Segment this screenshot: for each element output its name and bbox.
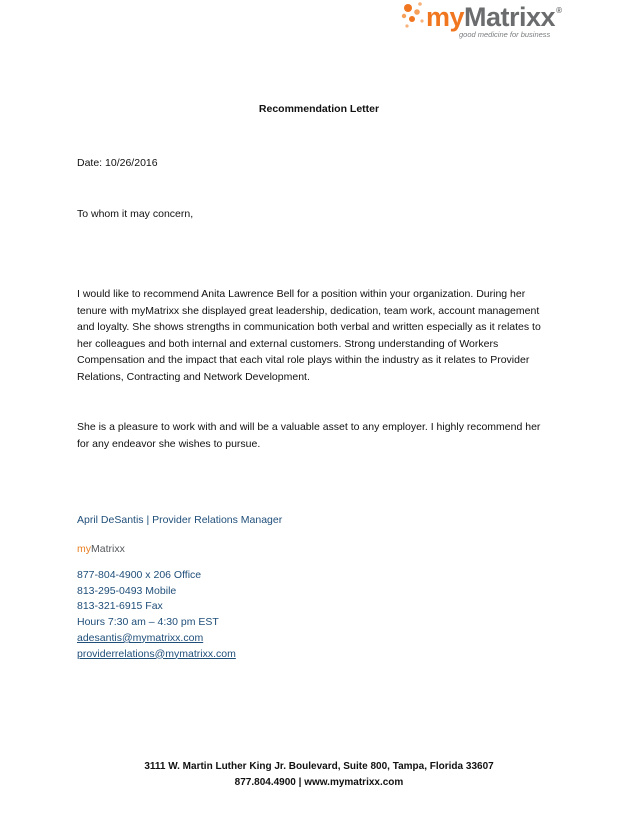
fax-number: 813-321-6915 Fax bbox=[77, 600, 163, 613]
salutation: To whom it may concern, bbox=[77, 208, 194, 220]
office-phone: 877-804-4900 x 206 Office bbox=[77, 569, 202, 581]
footer-contact: 877.804.4900 | www.mymatrixx.com bbox=[234, 776, 404, 788]
signature-company-matrixx: Matrixx bbox=[91, 543, 125, 555]
paragraph-line: her colleagues and both internal and external customers. Strong understanding of Workers bbox=[77, 337, 499, 350]
footer-address: 3111 W. Martin Luther King Jr. Boulevard, Suite 800, Tampa, Florida 33607 bbox=[144, 761, 494, 772]
letter-title: Recommendation Letter bbox=[258, 103, 380, 115]
letter-date bbox=[77, 157, 158, 169]
logo-wordmark bbox=[426, 2, 561, 33]
office-hours: Hours 7:30 am – 4:30 pm EST bbox=[77, 616, 219, 629]
paragraph-closing bbox=[77, 419, 561, 452]
logo-matrixx: Matrixx bbox=[464, 2, 556, 32]
logo-tagline: good medicine for business bbox=[459, 30, 551, 39]
date-label: Date: bbox=[77, 157, 103, 169]
mobile-phone: 813-295-0493 Mobile bbox=[77, 584, 177, 597]
mymatrixx-logo bbox=[398, 0, 578, 52]
signature-company bbox=[77, 543, 125, 555]
paragraph-recommendation bbox=[77, 286, 561, 385]
paragraph-line: and loyalty. She shows strengths in communication both verbal and written especially as it relates to bbox=[77, 321, 541, 333]
molecule-logo-icon bbox=[398, 0, 428, 34]
paragraph-line: tenure with myMatrixx she displayed great leadership, dedication, team work, account management bbox=[77, 304, 540, 317]
signature-name-title: April DeSantis | Provider Relations Manager bbox=[77, 514, 283, 526]
paragraph-line: She is a pleasure to work with and will be a valuable asset to any employer. I highly recommend her bbox=[77, 421, 541, 433]
paragraph-line: Compensation and the impact that each vital role plays within the industry as it relates to Provider bbox=[77, 354, 530, 366]
letter-footer bbox=[0, 759, 638, 790]
date-value: 10/26/2016 bbox=[105, 157, 158, 169]
paragraph-line: Relations, Contracting and Network Development. bbox=[77, 370, 310, 383]
logo-registered-mark: ® bbox=[556, 6, 562, 15]
paragraph-line: for any endeavor she wishes to pursue. bbox=[77, 437, 261, 450]
signature-contact-block bbox=[77, 568, 236, 662]
signature-company-my: my bbox=[77, 543, 91, 555]
email-link-adesantis[interactable]: adesantis@mymatrixx.com bbox=[77, 631, 204, 644]
paragraph-line: I would like to recommend Anita Lawrence Bell for a position within your organization. During her bbox=[77, 288, 526, 300]
logo-my: my bbox=[426, 2, 465, 32]
email-link-provider-relations[interactable]: providerrelations@mymatrixx.com bbox=[77, 647, 236, 660]
